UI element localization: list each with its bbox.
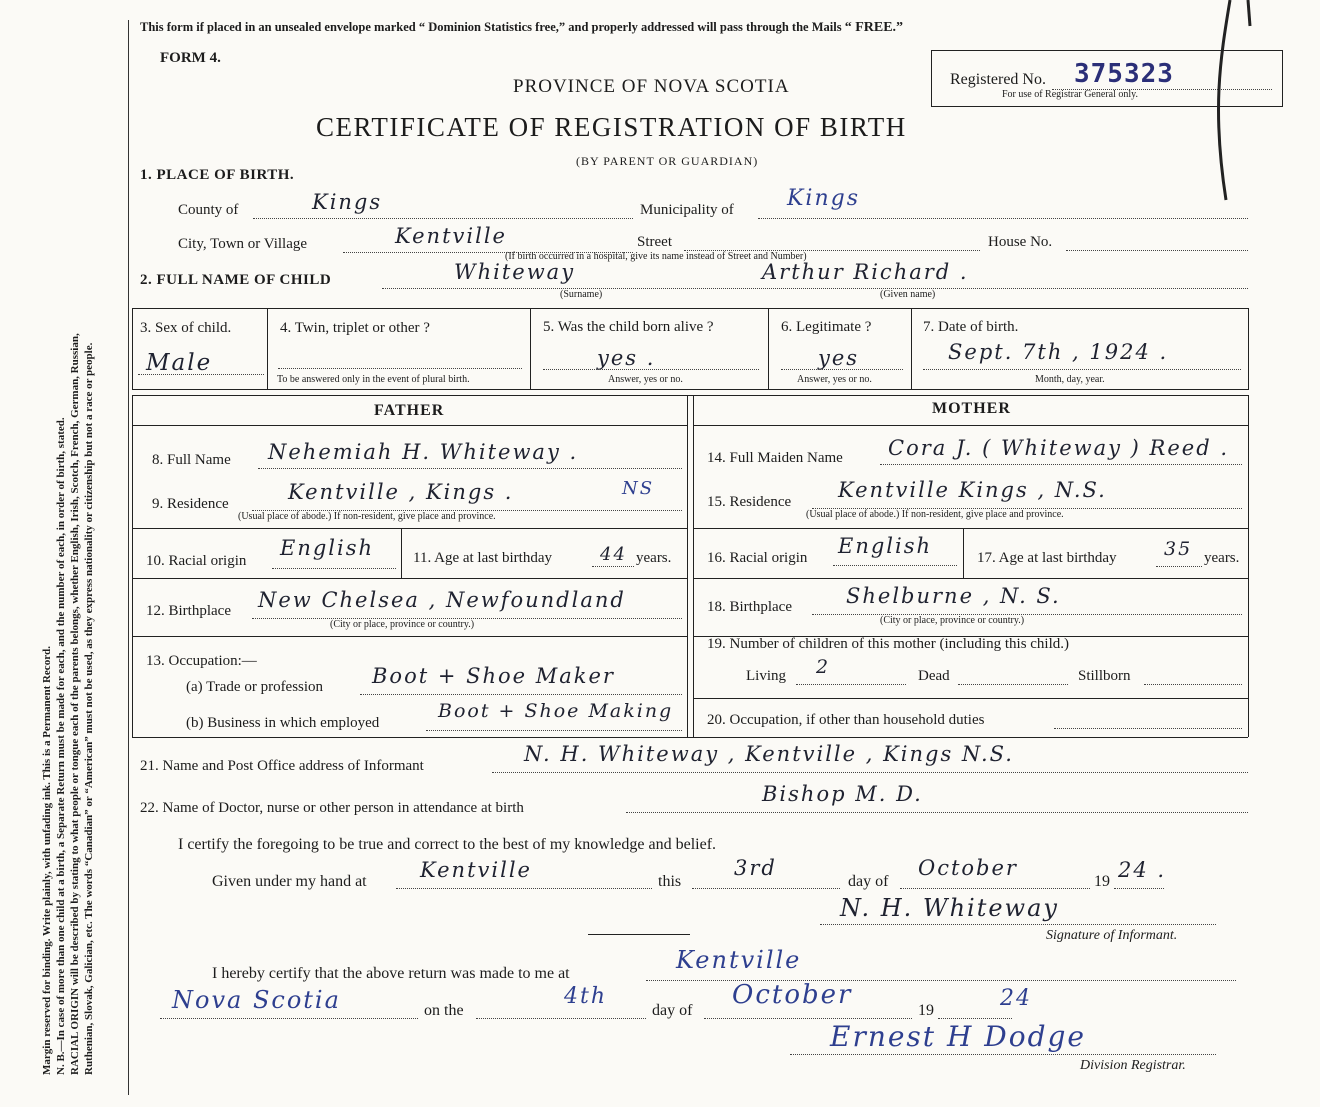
informant-signature: N. H. Whiteway [840, 894, 1059, 922]
margin-line-1: Margin reserved for binding. Write plainly, with unfading ink. This is a Permanent Record. [41, 646, 53, 1075]
mother-birthplace-label: 18. Birthplace [707, 599, 792, 615]
father-occupation-label: 13. Occupation:— [146, 653, 257, 669]
alive-label: 5. Was the child born alive ? [543, 319, 714, 335]
margin-instructions [40, 0, 120, 1075]
given-day-value: 3rd [734, 856, 777, 880]
father-birthplace-value: New Chelsea , Newfoundland [258, 588, 626, 612]
municipality-value: Kings [787, 186, 861, 211]
father-business-label: (b) Business in which employed [186, 715, 380, 731]
informant-signature-caption: Signature of Informant. [1046, 928, 1178, 943]
municipality-label: Municipality of [640, 202, 734, 218]
father-racial-value: English [280, 536, 375, 560]
informant-label: 21. Name and Post Office address of Informant [140, 758, 424, 774]
registrar-province-value: Nova Scotia [172, 986, 341, 1014]
informant-value: N. H. Whiteway , Kentville , Kings N.S. [524, 742, 1014, 766]
father-age-value: 44 [600, 544, 627, 565]
mother-name-value: Cora J. ( Whiteway ) Reed . [888, 436, 1230, 460]
mail-note [140, 20, 903, 36]
mother-residence-label: 15. Residence [707, 494, 792, 510]
alive-value: yes . [597, 346, 656, 370]
father-years-label: years. [636, 550, 672, 566]
father-residence-value: Kentville , Kings . [288, 480, 514, 504]
mother-occupation-label: 20. Occupation, if other than household duties [707, 712, 985, 728]
given-under-label: Given under my hand at [212, 873, 367, 890]
day-of-label: day of [848, 873, 889, 890]
hospital-note: (If birth occurred in a hospital, give its name instead of Street and Number) [505, 251, 807, 262]
registrar-signature: Ernest H Dodge [830, 1020, 1086, 1053]
margin-line-2: N. B.—In case of more than one child at a birth, a Separate Return must be made for each, and the number of each, in order of birth, stated. [55, 417, 67, 1075]
margin-line-3: RACIAL ORIGIN will be described by stating to what people or tongue each of the parents belongs, whether English, Irish, Scotch, French, German, Russian, [69, 333, 81, 1075]
city-value: Kentville [395, 224, 507, 248]
sex-label: 3. Sex of child. [140, 320, 232, 336]
child-surname-value: Whiteway [454, 260, 576, 284]
registered-note: For use of Registrar General only. [1002, 89, 1138, 100]
mother-living-value: 2 [816, 656, 831, 678]
father-trade-label: (a) Trade or profession [186, 679, 324, 695]
document-title: CERTIFICATE OF REGISTRATION OF BIRTH [316, 112, 907, 142]
document-subtitle: (BY PARENT OR GUARDIAN) [576, 154, 759, 168]
dob-label: 7. Date of birth. [923, 319, 1019, 335]
mother-children-label: 19. Number of children of this mother (including this child.) [707, 636, 1070, 652]
father-birthplace-caption: (City or place, province or country.) [330, 619, 475, 630]
dob-value: Sept. 7th , 1924 . [948, 340, 1169, 364]
sex-value: Male [146, 350, 213, 376]
margin-line-4: Ruthenian, Slovak, Galician, etc. The words “Canadian” or “American” must not be used, as they express nationality or citizenship but not a race or people. [83, 342, 95, 1075]
given-caption: (Given name) [880, 289, 936, 300]
father-business-value: Boot + Shoe Making [438, 700, 674, 722]
mother-residence-value: Kentville Kings , N.S. [838, 478, 1107, 502]
mother-stillborn-label: Stillborn [1078, 668, 1131, 684]
legitimate-caption: Answer, yes or no. [797, 374, 872, 385]
father-trade-value: Boot + Shoe Maker [372, 664, 615, 688]
pen-stroke [1190, 0, 1270, 220]
father-residence-label: 9. Residence [152, 496, 229, 512]
mother-racial-label: 16. Racial origin [707, 550, 808, 566]
province-heading: PROVINCE OF NOVA SCOTIA [513, 76, 790, 97]
form-number: FORM 4. [160, 50, 221, 66]
father-name-label: 8. Full Name [152, 452, 231, 468]
given-year-value: 24 . [1118, 858, 1167, 882]
registrar-on-the-label: on the [424, 1002, 464, 1019]
father-age-label: 11. Age at last birthday [413, 550, 552, 566]
child-name-label: 2. FULL NAME OF CHILD [140, 272, 332, 288]
doctor-value: Bishop M. D. [762, 782, 923, 806]
this-label: this [658, 873, 682, 890]
mother-racial-value: English [838, 534, 933, 558]
county-label: County of [178, 202, 239, 218]
place-of-birth-label: 1. PLACE OF BIRTH. [140, 167, 295, 183]
mother-age-label: 17. Age at last birthday [977, 550, 1117, 566]
doctor-label: 22. Name of Doctor, nurse or other person in attendance at birth [140, 800, 524, 816]
certification-statement: I certify the foregoing to be true and correct to the best of my knowledge and belief. [178, 836, 717, 853]
house-label: House No. [988, 234, 1053, 250]
registrar-year-prefix: 19 [918, 1002, 934, 1019]
street-label: Street [637, 234, 672, 250]
city-label: City, Town or Village [178, 236, 308, 252]
mother-years-label: years. [1204, 550, 1240, 566]
mother-living-label: Living [746, 668, 786, 684]
father-racial-label: 10. Racial origin [146, 553, 247, 569]
mail-note-text: This form if placed in an unsealed envelope marked “ Dominion Statistics free,” and properly addressed will pass through the Mails [140, 20, 842, 34]
given-month-value: October [918, 856, 1018, 880]
given-year-prefix: 19 [1094, 873, 1110, 890]
mail-note-free: “ FREE.” [844, 20, 904, 35]
legitimate-label: 6. Legitimate ? [781, 319, 872, 335]
registrar-day-value: 4th [564, 984, 608, 1009]
surname-caption: (Surname) [560, 289, 603, 300]
registrar-place-value: Kentville [676, 946, 802, 974]
county-value: Kings [312, 190, 383, 214]
mother-birthplace-value: Shelburne , N. S. [846, 584, 1061, 608]
legitimate-value: yes [818, 346, 860, 370]
twin-label: 4. Twin, triplet or other ? [280, 320, 430, 336]
twin-note: To be answered only in the event of plural birth. [277, 374, 470, 385]
father-name-value: Nehemiah H. Whiteway . [268, 440, 579, 464]
father-heading: FATHER [374, 402, 445, 419]
mother-name-label: 14. Full Maiden Name [707, 450, 843, 466]
father-residence-extra: NS [622, 478, 655, 499]
mother-dead-label: Dead [918, 668, 950, 684]
father-residence-caption: (Usual place of abode.) If non-resident, give place and province. [238, 511, 496, 522]
registrar-statement: I hereby certify that the above return was made to me at [212, 965, 570, 982]
margin-rule [128, 20, 129, 1095]
mother-heading: MOTHER [932, 400, 1011, 417]
child-given-value: Arthur Richard . [762, 260, 969, 284]
mother-residence-caption: (Usual place of abode.) If non-resident, give place and province. [806, 509, 1064, 520]
father-birthplace-label: 12. Birthplace [146, 603, 231, 619]
alive-caption: Answer, yes or no. [608, 374, 683, 385]
given-place-value: Kentville [420, 858, 532, 882]
registrar-year-value: 24 [1000, 986, 1032, 1011]
registered-label: Registered No. [950, 71, 1046, 88]
mother-birthplace-caption: (City or place, province or country.) [880, 615, 1025, 626]
registrar-day-of-label: day of [652, 1002, 693, 1019]
dob-caption: Month, day, year. [1035, 374, 1105, 385]
registrar-month-value: October [732, 980, 853, 1010]
registrar-caption: Division Registrar. [1080, 1058, 1186, 1073]
mother-age-value: 35 [1164, 538, 1193, 560]
registered-number: 375323 [1074, 59, 1174, 89]
